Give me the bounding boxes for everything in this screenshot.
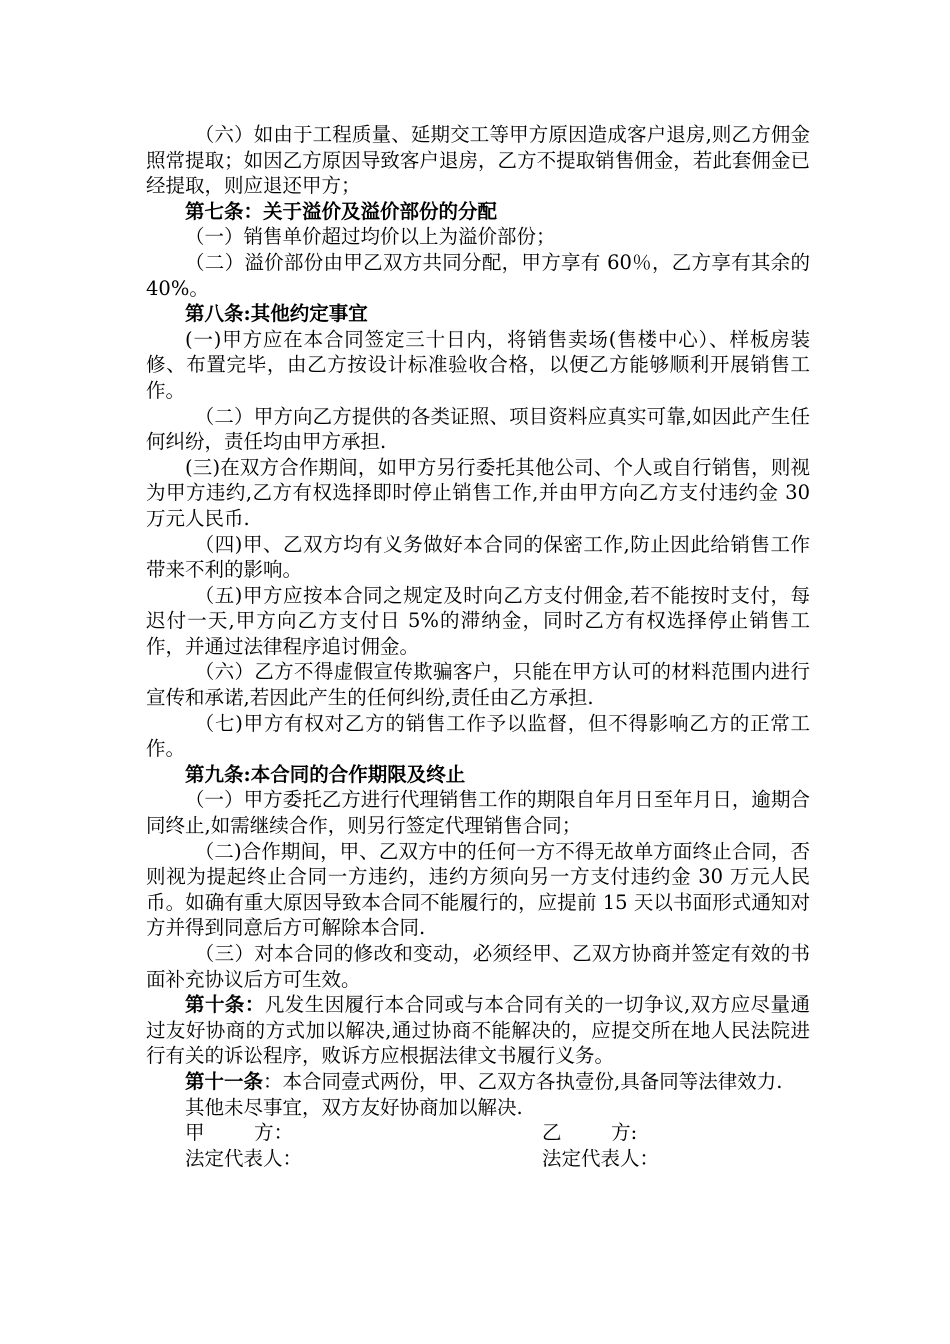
article-8-clause-4: （四)甲、乙双方均有义务做好本合同的保密工作,防止因此给销售工作带来不利的影响。 <box>146 532 810 582</box>
article-9-clause-3: （三）对本合同的修改和变动，必须经甲、乙双方协商并签定有效的书面补充协议后方可生效。 <box>146 942 810 991</box>
party-a-representative-label: 法定代表人： <box>185 1146 303 1170</box>
article-8-clause-1: (一)甲方应在本合同签定三十日内，将销售卖场(售楼中心）、样板房装修、布置完毕，由乙方按设计标准验收合格，以便乙方能够顺利开展销售工作。 <box>146 327 810 402</box>
party-signature-row <box>146 1120 810 1146</box>
party-b-label: 乙 方: <box>542 1121 638 1145</box>
article-8-clause-5: （五)甲方应按本合同之规定及时向乙方支付佣金,若不能按时支付，每迟付一天,甲方向乙方支付日 5%的滞纳金，同时乙方有权选择停止销售工作，并通过法律程序追讨佣金。 <box>146 583 810 658</box>
article-11 <box>146 1069 810 1095</box>
article-7-title: 第七条：关于溢价及溢价部份的分配 <box>185 199 498 223</box>
article-8-clause-6: （六）乙方不得虚假宣传欺骗客户，只能在甲方认可的材料范围内进行宣传和承诺,若因此产生的任何纠纷,责任由乙方承担. <box>146 660 810 710</box>
closing-remark: 其他未尽事宜，双方友好协商加以解决. <box>185 1095 523 1119</box>
article-9-clause-1: （一）甲方委托乙方进行代理销售工作的期限自年月日至年月日，逾期合同终止,如需继续合作，则另行签定代理销售合同； <box>146 788 810 838</box>
article-10 <box>146 992 810 1069</box>
contract-page <box>146 122 810 1171</box>
article-8-clause-3: (三)在双方合作期间，如甲方另行委托其他公司、个人或自行销售，则视为甲方违约,乙方有权选择即时停止销售工作,并由甲方向乙方支付违约金 30 万元人民币. <box>146 455 810 530</box>
article-9-title: 第九条:本合同的合作期限及终止 <box>185 762 466 786</box>
article-8-title: 第八条:其他约定事宜 <box>185 302 368 326</box>
article-10-body: 凡发生因履行本合同或与本合同有关的一切争议,双方应尽量通过友好协商的方式加以解决,通过协商不能解决的，应提交所在地人民法院进行有关的诉讼程序，败诉方应根据法律文书履行义务。 <box>146 993 810 1068</box>
article-11-body: ：本合同壹式两份，甲、乙双方各执壹份,具备同等法律效力. <box>263 1069 783 1093</box>
article-10-lead: 第十条： <box>185 993 265 1017</box>
article-8-clause-7: （七)甲方有权对乙方的销售工作予以监督，但不得影响乙方的正常工作。 <box>146 711 810 761</box>
party-a-label: 甲 方： <box>185 1121 294 1145</box>
article-9-clause-2: （二)合作期间，甲、乙双方中的任何一方不得无故单方面终止合同，否则视为提起终止合同一方违约，违约方须向另一方支付违约金 30 万元人民币。如确有重大原因导致本合同不能履行的，应提前 15 天以书面形式通知对方并得到同意后方可解除本合同. <box>146 839 810 940</box>
article-11-lead: 第十一条 <box>185 1069 264 1093</box>
party-b-representative-label: 法定代表人： <box>542 1146 660 1170</box>
article-7-clause-1: （一）销售单价超过均价以上为溢价部份； <box>185 225 556 249</box>
article-7-clause-2: （二）溢价部份由甲乙双方共同分配，甲方享有 60％，乙方享有其余的 40%。 <box>146 250 810 300</box>
article-8-clause-2: （二）甲方向乙方提供的各类证照、项目资料应真实可靠,如因此产生任何纠纷，责任均由甲方承担. <box>146 404 810 454</box>
representative-signature-row <box>146 1146 810 1172</box>
clause-6-refund: （六）如由于工程质量、延期交工等甲方原因造成客户退房,则乙方佣金照常提取；如因乙方原因导致客户退房，乙方不提取销售佣金，若此套佣金已经提取，则应退还甲方； <box>146 123 810 198</box>
